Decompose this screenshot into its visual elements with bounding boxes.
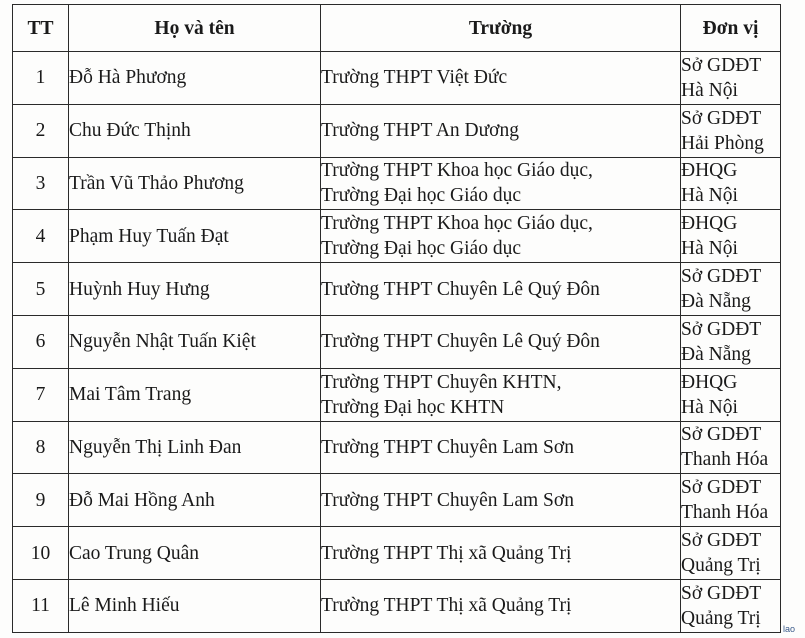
cell-school	[321, 210, 681, 263]
table-row	[13, 421, 781, 474]
cell-name: Nguyễn Thị Linh Đan	[69, 421, 321, 474]
cell-unit	[681, 210, 781, 263]
unit-line: Sở GDĐT	[681, 107, 762, 129]
school-line: Trường THPT Chuyên Lam Sơn	[321, 489, 574, 511]
school-line: Trường THPT Chuyên Lê Quý Đôn	[321, 331, 600, 353]
unit-line: Sở GDĐT	[681, 318, 762, 340]
cell-school	[321, 315, 681, 368]
table-row	[13, 474, 781, 527]
cell-name: Huỳnh Huy Hưng	[69, 263, 321, 316]
table-row	[13, 104, 781, 157]
unit-line: Sở GDĐT	[681, 477, 762, 499]
header-tt: TT	[13, 5, 69, 52]
school-line: Trường THPT Chuyên KHTN,	[321, 371, 562, 393]
cell-tt: 9	[13, 474, 69, 527]
school-line: Trường Đại học KHTN	[321, 396, 505, 418]
table-row	[13, 210, 781, 263]
cell-tt: 4	[13, 210, 69, 263]
school-line: Trường THPT Khoa học Giáo dục,	[321, 213, 593, 235]
cell-tt: 3	[13, 157, 69, 210]
table-row	[13, 52, 781, 105]
cell-school	[321, 368, 681, 421]
header-school: Trường	[321, 5, 681, 52]
header-row	[13, 5, 781, 52]
cell-name: Nguyễn Nhật Tuấn Kiệt	[69, 315, 321, 368]
unit-line: Quảng Trị	[681, 555, 761, 577]
unit-line: Hà Nội	[681, 185, 738, 207]
unit-line: Thanh Hóa	[681, 502, 769, 524]
cell-name: Lê Minh Hiếu	[69, 579, 321, 632]
student-table	[12, 4, 781, 633]
school-line: Trường THPT Chuyên Lê Quý Đôn	[321, 278, 600, 300]
corner-watermark: lao	[783, 624, 796, 634]
unit-line: ĐHQG	[681, 160, 738, 182]
unit-line: ĐHQG	[681, 213, 738, 235]
cell-tt: 8	[13, 421, 69, 474]
school-line: Trường THPT Việt Đức	[321, 67, 508, 89]
school-line: Trường THPT Khoa học Giáo dục,	[321, 160, 593, 182]
cell-tt: 6	[13, 315, 69, 368]
cell-school	[321, 579, 681, 632]
header-name: Họ và tên	[69, 5, 321, 52]
cell-school	[321, 104, 681, 157]
cell-unit	[681, 527, 781, 580]
table-row	[13, 315, 781, 368]
unit-line: Hà Nội	[681, 79, 738, 101]
school-line: Trường THPT Chuyên Lam Sơn	[321, 436, 574, 458]
cell-tt: 7	[13, 368, 69, 421]
unit-line: Đà Nẵng	[681, 291, 751, 313]
table-row	[13, 579, 781, 632]
cell-name: Chu Đức Thịnh	[69, 104, 321, 157]
cell-tt: 10	[13, 527, 69, 580]
unit-line: Thanh Hóa	[681, 449, 769, 471]
table-row	[13, 368, 781, 421]
cell-school	[321, 157, 681, 210]
unit-line: Quảng Trị	[681, 607, 761, 629]
unit-line: Sở GDĐT	[681, 424, 762, 446]
cell-name: Đỗ Hà Phương	[69, 52, 321, 105]
unit-line: Sở GDĐT	[681, 582, 762, 604]
school-line: Trường THPT Thị xã Quảng Trị	[321, 542, 572, 564]
cell-school	[321, 263, 681, 316]
school-line: Trường THPT An Dương	[321, 120, 519, 142]
cell-unit	[681, 421, 781, 474]
cell-unit	[681, 368, 781, 421]
cell-tt: 5	[13, 263, 69, 316]
unit-line: Sở GDĐT	[681, 266, 762, 288]
unit-line: Sở GDĐT	[681, 530, 762, 552]
cell-unit	[681, 104, 781, 157]
cell-name: Mai Tâm Trang	[69, 368, 321, 421]
school-line: Trường THPT Thị xã Quảng Trị	[321, 595, 572, 617]
cell-school	[321, 52, 681, 105]
cell-unit	[681, 52, 781, 105]
header-unit: Đơn vị	[681, 5, 781, 52]
school-line: Trường Đại học Giáo dục	[321, 185, 521, 207]
unit-line: Sở GDĐT	[681, 54, 762, 76]
cell-school	[321, 421, 681, 474]
cell-tt: 2	[13, 104, 69, 157]
cell-tt: 1	[13, 52, 69, 105]
unit-line: Đà Nẵng	[681, 343, 751, 365]
cell-name: Trần Vũ Thảo Phương	[69, 157, 321, 210]
unit-line: Hà Nội	[681, 396, 738, 418]
unit-line: ĐHQG	[681, 371, 738, 393]
unit-line: Hải Phòng	[681, 132, 764, 154]
cell-unit	[681, 579, 781, 632]
table-row	[13, 157, 781, 210]
table-row	[13, 527, 781, 580]
cell-name: Cao Trung Quân	[69, 527, 321, 580]
table-row	[13, 263, 781, 316]
cell-unit	[681, 315, 781, 368]
unit-line: Hà Nội	[681, 238, 738, 260]
cell-unit	[681, 157, 781, 210]
cell-school	[321, 527, 681, 580]
school-line: Trường Đại học Giáo dục	[321, 238, 521, 260]
cell-name: Phạm Huy Tuấn Đạt	[69, 210, 321, 263]
cell-unit	[681, 474, 781, 527]
cell-unit	[681, 263, 781, 316]
cell-tt: 11	[13, 579, 69, 632]
cell-school	[321, 474, 681, 527]
cell-name: Đỗ Mai Hồng Anh	[69, 474, 321, 527]
